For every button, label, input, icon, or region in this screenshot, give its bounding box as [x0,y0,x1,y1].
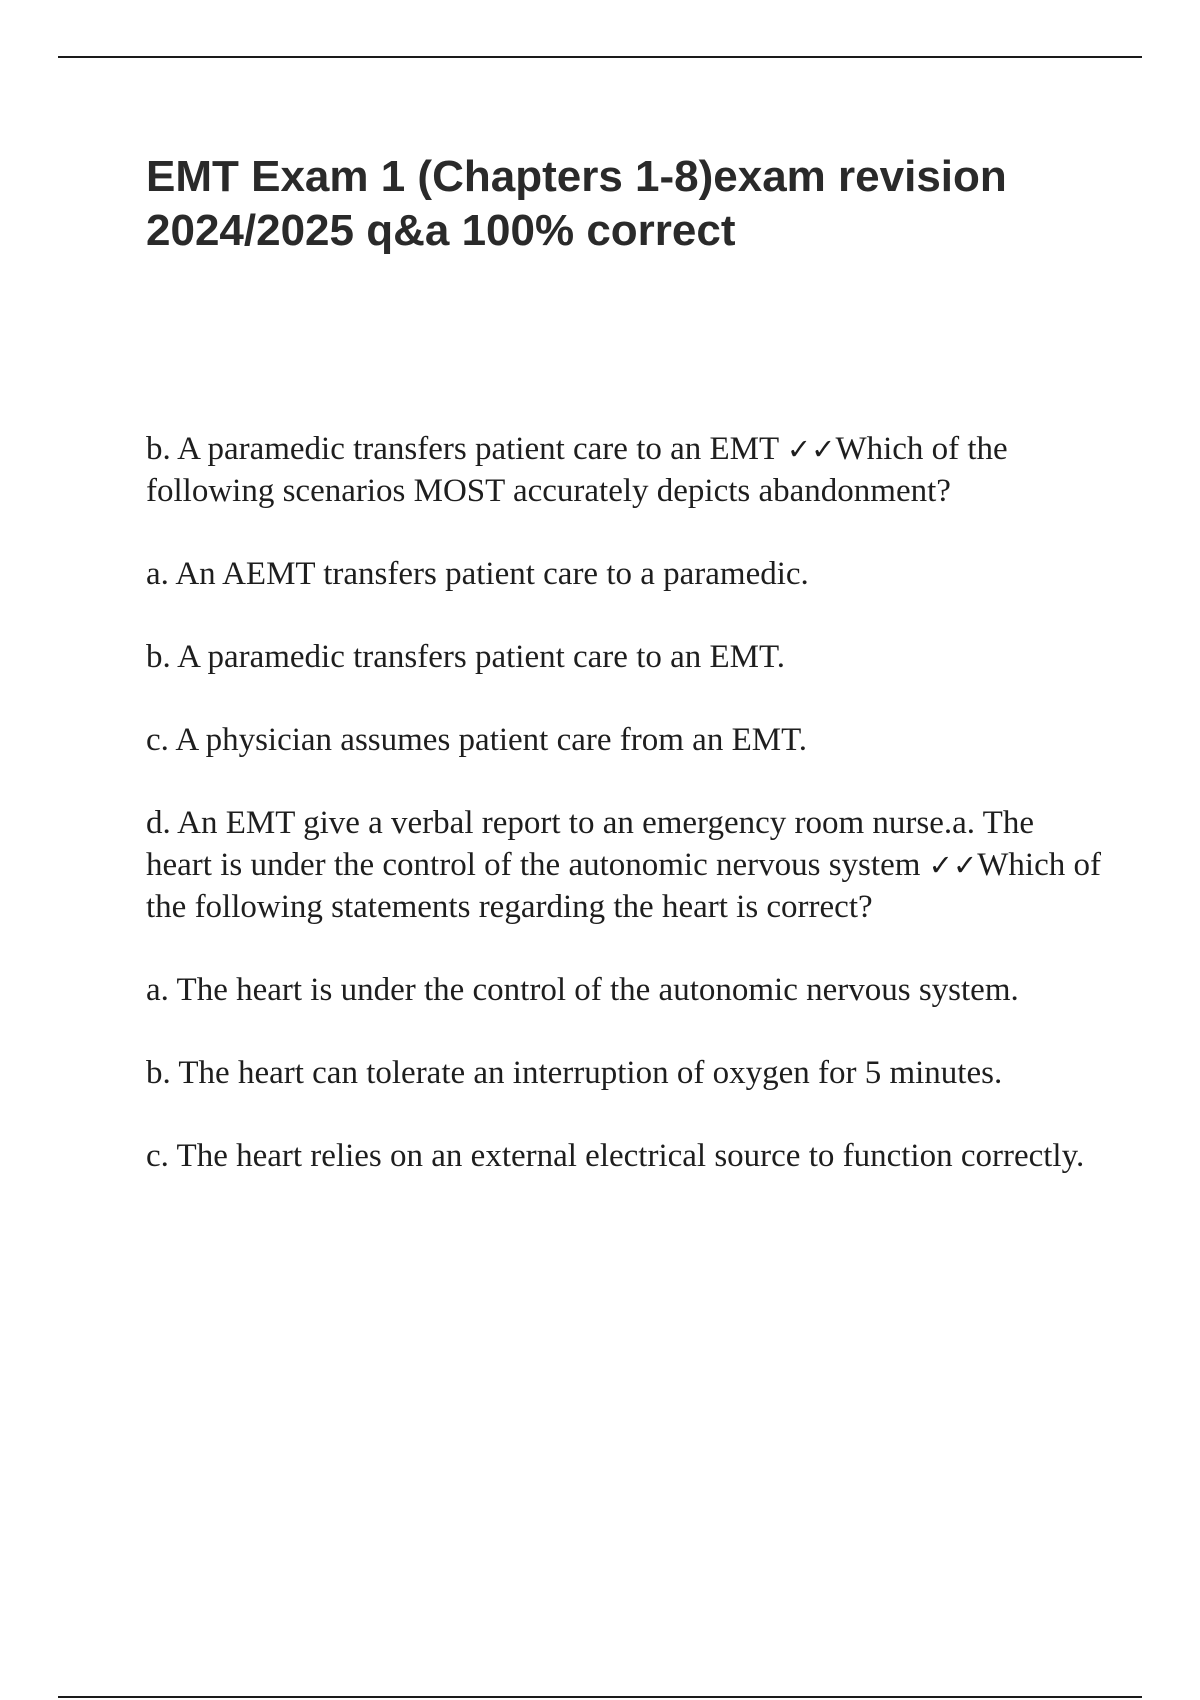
q2-question: Which of the following statements regarding the heart is correct? [146,847,1101,925]
top-rule [58,56,1142,58]
q1-option-a: a. An AEMT transfers patient care to a paramedic. [146,556,809,592]
q1-answer: b. A paramedic transfers patient care to an EMT [146,431,787,467]
check-mark-icon: ✓✓ [786,432,836,466]
q1-option-b: b. A paramedic transfers patient care to an EMT. [146,639,785,675]
q1-question: Which of the following scenarios MOST accurately depicts abandonment? [146,431,1008,509]
bottom-rule [58,1696,1142,1698]
q1-option-d-q2-answer: d. An EMT give a verbal report to an emergency room nurse.a. The heart is under the control of the autonomic nervous system [146,805,1034,883]
document-title: EMT Exam 1 (Chapters 1-8)exam revision 2024/2025 q&a 100% correct [146,152,1007,255]
q2-option-b: b. The heart can tolerate an interruption of oxygen for 5 minutes. [146,1055,1003,1091]
check-mark-icon: ✓✓ [928,848,978,882]
q2-option-c: c. The heart relies on an external electrical source to function correctly. [146,1138,1085,1174]
q2-option-a: a. The heart is under the control of the autonomic nervous system. [146,972,1019,1008]
question-2 [146,802,1106,928]
page-content [146,150,1106,1218]
question-1 [146,428,1106,512]
question-body [146,428,1106,1177]
q1-option-c: c. A physician assumes patient care from an EMT. [146,722,808,758]
